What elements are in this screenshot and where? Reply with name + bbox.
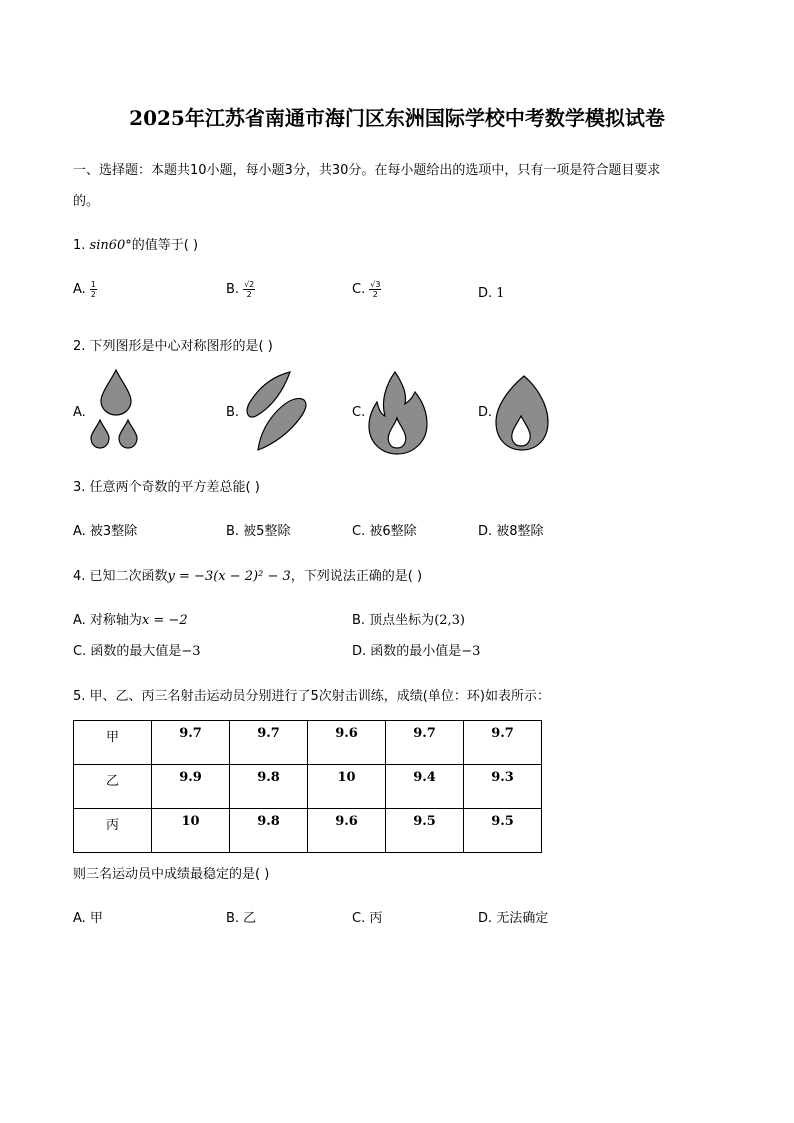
table-cell-score: 9.7 [152,721,230,765]
table-cell-score: 9.8 [230,809,308,853]
table-cell-score: 9.5 [464,809,542,853]
fraction-numerator: √3 [370,280,381,289]
question-1-text: 的值等于( ) [131,238,199,253]
option-label: D. 函数的最小值是 [352,644,462,659]
question-5-option-b[interactable]: B. 乙 [226,911,257,926]
question-5-question: 则三名运动员中成绩最稳定的是( ) [73,867,270,882]
question-4-option-c[interactable] [73,640,201,659]
question-1-stem [73,234,198,253]
question-2-option-d[interactable]: D. [478,405,493,420]
question-1-number: 1. [73,238,86,253]
question-3-stem: 3. 任意两个奇数的平方差总能( ) [73,480,260,495]
fraction [243,280,255,299]
question-4-option-a[interactable] [73,609,188,628]
question-2-option-b[interactable]: B. [226,405,240,420]
question-5-stem: 5. 甲、乙、丙三名射击运动员分别进行了5次射击训练，成绩(单位：环)如表所示： [73,689,550,704]
table-cell-athlete: 甲 [74,721,152,765]
question-4-text-pre: 4. 已知二次函数 [73,569,168,584]
option-label: A. [73,282,86,297]
table-cell-score: 10 [152,809,230,853]
table-cell-score: 9.7 [230,721,308,765]
drop-with-hole-icon [490,372,552,456]
option-label: C. [352,282,366,297]
question-1-option-b[interactable] [226,280,255,299]
question-4-option-b[interactable] [352,609,465,628]
table-cell-score: 9.8 [230,765,308,809]
table-row [74,809,542,853]
table-cell-score: 10 [308,765,386,809]
table-cell-athlete: 丙 [74,809,152,853]
exam-title: 2025年江苏省南通市海门区东洲国际学校中考数学模拟试卷 [129,106,665,130]
table-cell-score: 9.6 [308,809,386,853]
table-cell-score: 9.7 [464,721,542,765]
fraction [90,280,97,299]
fraction-numerator: 1 [90,280,96,289]
option-math: −3 [181,644,201,659]
option-label: B. 顶点坐标为 [352,613,435,628]
question-3-option-d[interactable]: D. 被8整除 [478,524,544,539]
question-1-math: sin60° [89,238,132,253]
question-1-option-a[interactable] [73,280,97,299]
question-4-stem [73,565,422,584]
table-cell-score: 9.9 [152,765,230,809]
option-value: 1 [496,286,505,301]
question-4-math: y = −3(x − 2)² − 3 [167,569,291,584]
table-cell-score: 9.5 [386,809,464,853]
section-instructions-line1: 一、选择题：本题共10小题，每小题3分，共30分。在每小题给出的选项中，只有一项是符合题目要求 [73,163,661,178]
scores-table [73,720,542,853]
question-1-option-d[interactable] [478,286,505,301]
two-leaves-icon [240,368,315,458]
question-3-option-a[interactable]: A. 被3整除 [73,524,138,539]
question-5-option-a[interactable]: A. 甲 [73,911,103,926]
option-math: (2,3) [434,613,466,628]
question-4-text-post: ，下列说法正确的是( ) [290,569,423,584]
option-label: C. 函数的最大值是 [73,644,182,659]
question-2-option-c[interactable]: C. [352,405,366,420]
question-1-option-c[interactable] [352,280,381,299]
fraction [369,280,381,299]
option-math: x = −2 [141,613,188,628]
question-4-option-d[interactable] [352,640,480,659]
question-5-option-d[interactable]: D. 无法确定 [478,911,549,926]
fraction-denominator: 2 [90,290,96,299]
fraction-numerator: √2 [244,280,255,289]
table-cell-score: 9.6 [308,721,386,765]
section-instructions-line2: 的。 [73,194,100,209]
fraction-denominator: 2 [246,290,252,299]
three-drops-icon [86,368,146,458]
question-2-option-a[interactable]: A. [73,405,86,420]
table-cell-score: 9.3 [464,765,542,809]
flame-icon [365,368,431,458]
question-3-option-c[interactable]: C. 被6整除 [352,524,417,539]
option-label: B. [226,282,240,297]
question-3-option-b[interactable]: B. 被5整除 [226,524,291,539]
option-label: A. 对称轴为 [73,613,142,628]
table-cell-score: 9.7 [386,721,464,765]
table-cell-score: 9.4 [386,765,464,809]
option-math: −3 [461,644,481,659]
question-2-stem: 2. 下列图形是中心对称图形的是( ) [73,339,273,354]
table-row [74,721,542,765]
option-label: D. [478,286,493,301]
question-5-option-c[interactable]: C. 丙 [352,911,383,926]
fraction-denominator: 2 [372,290,378,299]
table-cell-athlete: 乙 [74,765,152,809]
table-row [74,765,542,809]
